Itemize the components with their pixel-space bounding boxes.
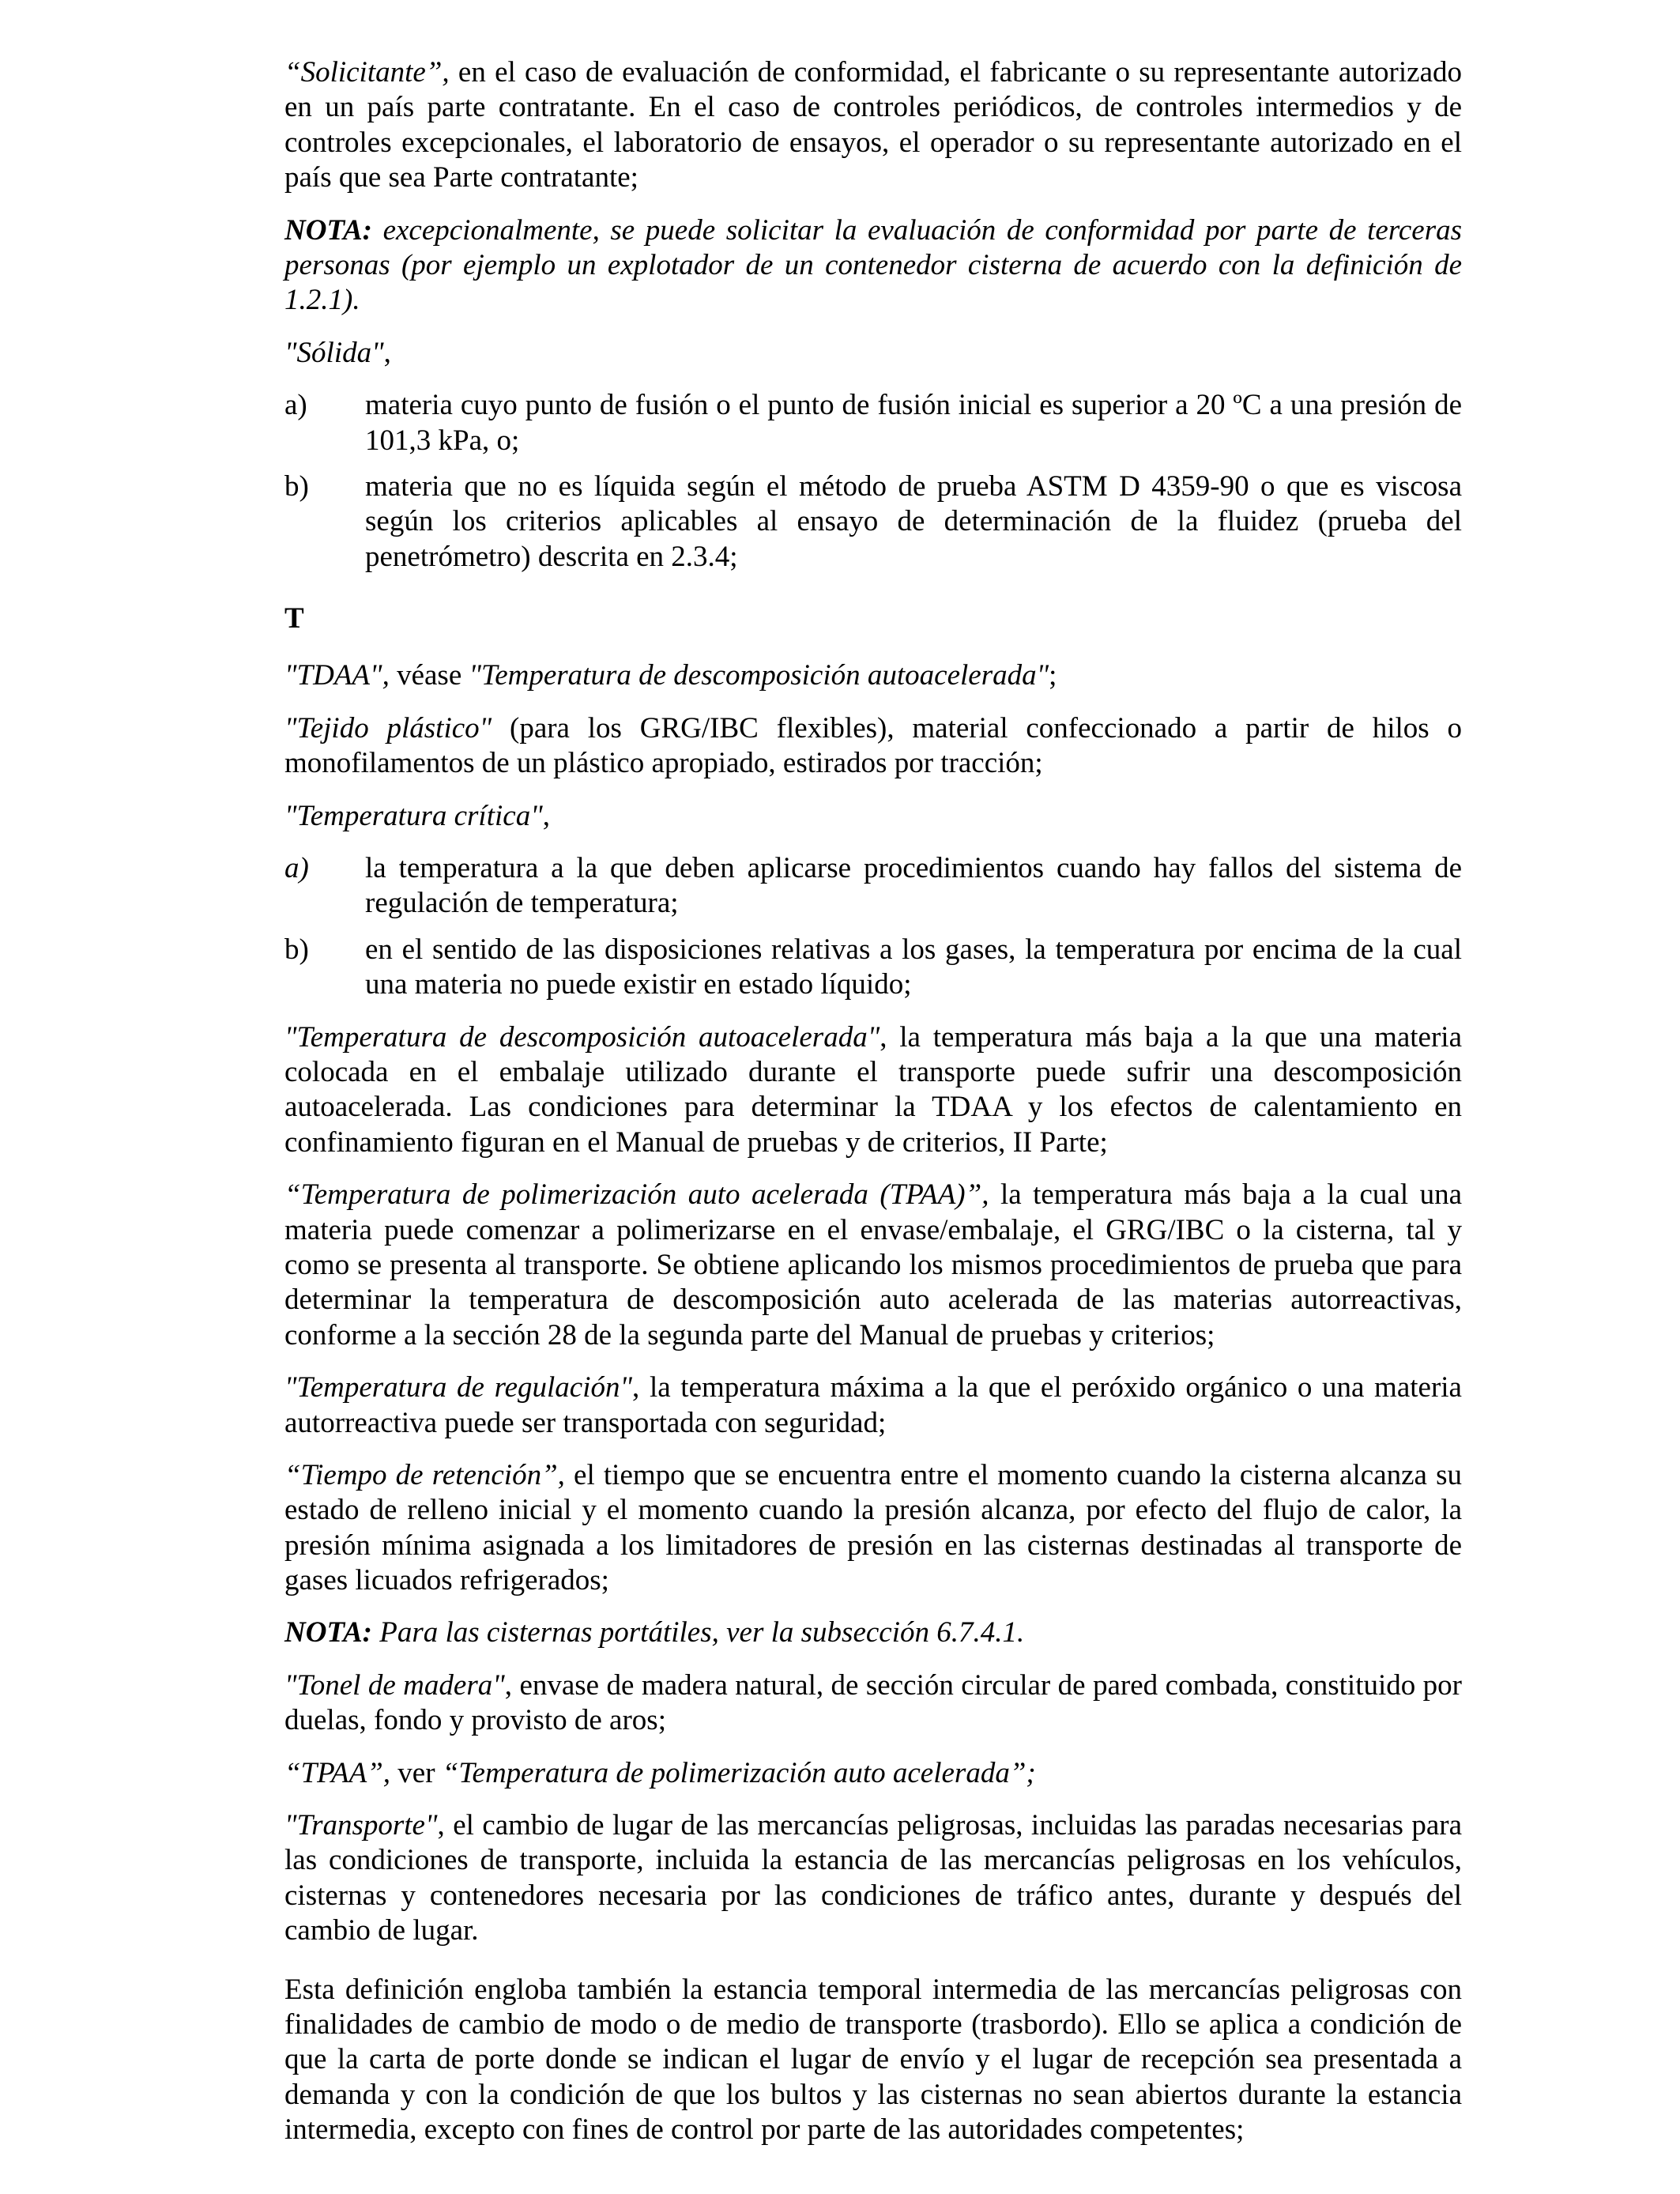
cross-reference-term: "Temperatura de descomposición autoacelerada" xyxy=(469,659,1049,692)
definition-temperatura-critica xyxy=(284,799,1462,834)
definition-temperatura-regulacion xyxy=(284,1370,1462,1441)
definition-text: véase xyxy=(389,659,469,692)
list-marker: b) xyxy=(284,469,309,503)
definition-text: en el caso de evaluación de conformidad, el fabricante o su representante autorizado en un país parte contratante. En el caso de controles periódicos, de controles intermedios y de controles excepcionales, el laboratorio de ensayos, el operador o su representante autorizado en el país que sea Parte contratante; xyxy=(284,56,1462,194)
cross-reference-term: “Temperatura de polimerización auto acelerada”; xyxy=(442,1756,1036,1789)
term: "Temperatura de descomposición autoacelerada" xyxy=(284,1020,880,1054)
list-item-text: la temperatura a la que deben aplicarse procedimientos cuando hay fallos del sistema de regulación de temperatura; xyxy=(365,852,1462,920)
definition-transporte xyxy=(284,1808,1462,1949)
definition-text: , xyxy=(383,336,391,369)
definition-solida xyxy=(284,336,1462,371)
term: "Temperatura de regulación" xyxy=(284,1371,633,1404)
definition-tejido-plastico xyxy=(284,711,1462,782)
document-page xyxy=(284,55,1462,2166)
list-item xyxy=(284,388,1462,458)
definition-temperatura-polimerizacion xyxy=(284,1178,1462,1353)
definition-tonel-madera xyxy=(284,1668,1462,1739)
term: "Sólida" xyxy=(284,336,384,369)
definition-text: , la temperatura más baja a la que una materia colocada en el embalaje utilizado durante el transporte puede sufrir una descomposición autoacelerada. Las condiciones para determinar la TDAA y los efectos de calentamiento en confinamiento figuran en el Manual de pruebas y de criterios, II Parte; xyxy=(284,1020,1462,1159)
list-item-text: materia cuyo punto de fusión o el punto de fusión inicial es superior a 20 ºC a una presión de 101,3 kPa, o; xyxy=(365,389,1462,457)
term: "Tonel de madera" xyxy=(284,1668,505,1702)
definition-solicitante xyxy=(284,55,1462,196)
definition-tiempo-retencion xyxy=(284,1458,1462,1599)
definition-text: , la temperatura máxima a la que el peróxido orgánico o una materia autorreactiva puede ser transportada con seguridad; xyxy=(284,1371,1462,1439)
term: "Transporte" xyxy=(284,1809,438,1842)
paragraph-transporte-extension xyxy=(284,1973,1462,2148)
definition-text: la temperatura más baja a la cual una materia puede comenzar a polimerizarse en el envase/embalaje, el GRG/IBC o la cisterna, tal y como se presenta al transporte. Se obtiene aplicando los mismos procedimientos de prueba que para determinar la temperatura de descomposición auto acelerada de las materias autorreactivas, conforme a la sección 28 de la segunda parte del Manual de pruebas y criterios; xyxy=(284,1178,1462,1351)
definition-tdaa xyxy=(284,658,1462,693)
note-solicitante xyxy=(284,213,1462,319)
list-item xyxy=(284,851,1462,922)
list-marker: b) xyxy=(284,933,309,966)
term: “TPAA”, xyxy=(284,1756,391,1789)
list-item xyxy=(284,933,1462,1003)
note-text: excepcionalmente, se puede solicitar la evaluación de conformidad por parte de terceras personas (por ejemplo un explotador de un contenedor cisterna de acuerdo con la definición de 1.2.1). xyxy=(284,213,1462,317)
definition-text: (para los GRG/IBC flexibles), material confeccionado a partir de hilos o monofilamentos de un plástico apropiado, estirados por tracción; xyxy=(284,711,1462,780)
term: "Tejido plástico" xyxy=(284,711,492,745)
definition-text: ver xyxy=(390,1756,443,1789)
note-text: Para las cisternas portátiles, ver la subsección 6.7.4.1. xyxy=(372,1616,1025,1649)
term: "TDAA", xyxy=(284,659,390,692)
term: “Tiempo de retención”, xyxy=(284,1458,565,1491)
term: "Temperatura crítica" xyxy=(284,799,543,832)
list-marker: a) xyxy=(284,389,307,422)
definition-text: , envase de madera natural, de sección circular de pared combada, constituido por duelas, fondo y provisto de aros; xyxy=(284,1668,1462,1737)
list-item xyxy=(284,469,1462,575)
definition-text: el tiempo que se encuentra entre el momento cuando la cisterna alcanza su estado de relleno inicial y el momento cuando la presión alcanza, por efecto del flujo de calor, la presión mínima asignada a los limitadores de presión en las cisternas destinadas al transporte de gases licuados refrigerados; xyxy=(284,1458,1463,1597)
definition-text: ; xyxy=(1049,659,1057,692)
term: “Temperatura de polimerización auto acelerada (TPAA)”, xyxy=(284,1178,989,1212)
list-item-text: en el sentido de las disposiciones relativas a los gases, la temperatura por encima de la cual una materia no puede existir en estado líquido; xyxy=(365,933,1462,1001)
definition-text: , xyxy=(542,799,550,832)
note-label: NOTA: xyxy=(284,213,372,247)
list-marker: a) xyxy=(284,852,309,885)
note-label: NOTA: xyxy=(284,1616,372,1649)
definition-temperatura-descomposicion xyxy=(284,1020,1462,1161)
definition-tpaa xyxy=(284,1756,1462,1791)
list-item-text: materia que no es líquida según el método de prueba ASTM D 4359-90 o que es viscosa según los criterios aplicables al ensayo de determinación de la fluidez (prueba del penetrómetro) descrita en 2.3.4; xyxy=(365,469,1462,573)
note-cisternas-portatiles xyxy=(284,1615,1462,1650)
definition-text: , el cambio de lugar de las mercancías peligrosas, incluidas las paradas necesarias para las condiciones de transporte, incluida la estancia de las mercancías peligrosas en los vehículos, cisternas y contenedores necesaria por las condiciones de tráfico antes, durante y después del cambio de lugar. xyxy=(284,1809,1462,1947)
section-letter: T xyxy=(284,602,304,635)
term: “Solicitante”, xyxy=(284,56,450,89)
paragraph-text: Esta definición engloba también la estancia temporal intermedia de las mercancías peligrosas con finalidades de cambio de modo o de medio de transporte (trasbordo). Ello se aplica a condición de que la carta de porte donde se indican el lugar de envío y el lugar de recepción sea presentada a demanda y con la condición de que los bultos y las cisternas no sean abiertos durante la estancia intermedia, excepto con fines de control por parte de las autoridades competentes; xyxy=(284,1973,1462,2147)
